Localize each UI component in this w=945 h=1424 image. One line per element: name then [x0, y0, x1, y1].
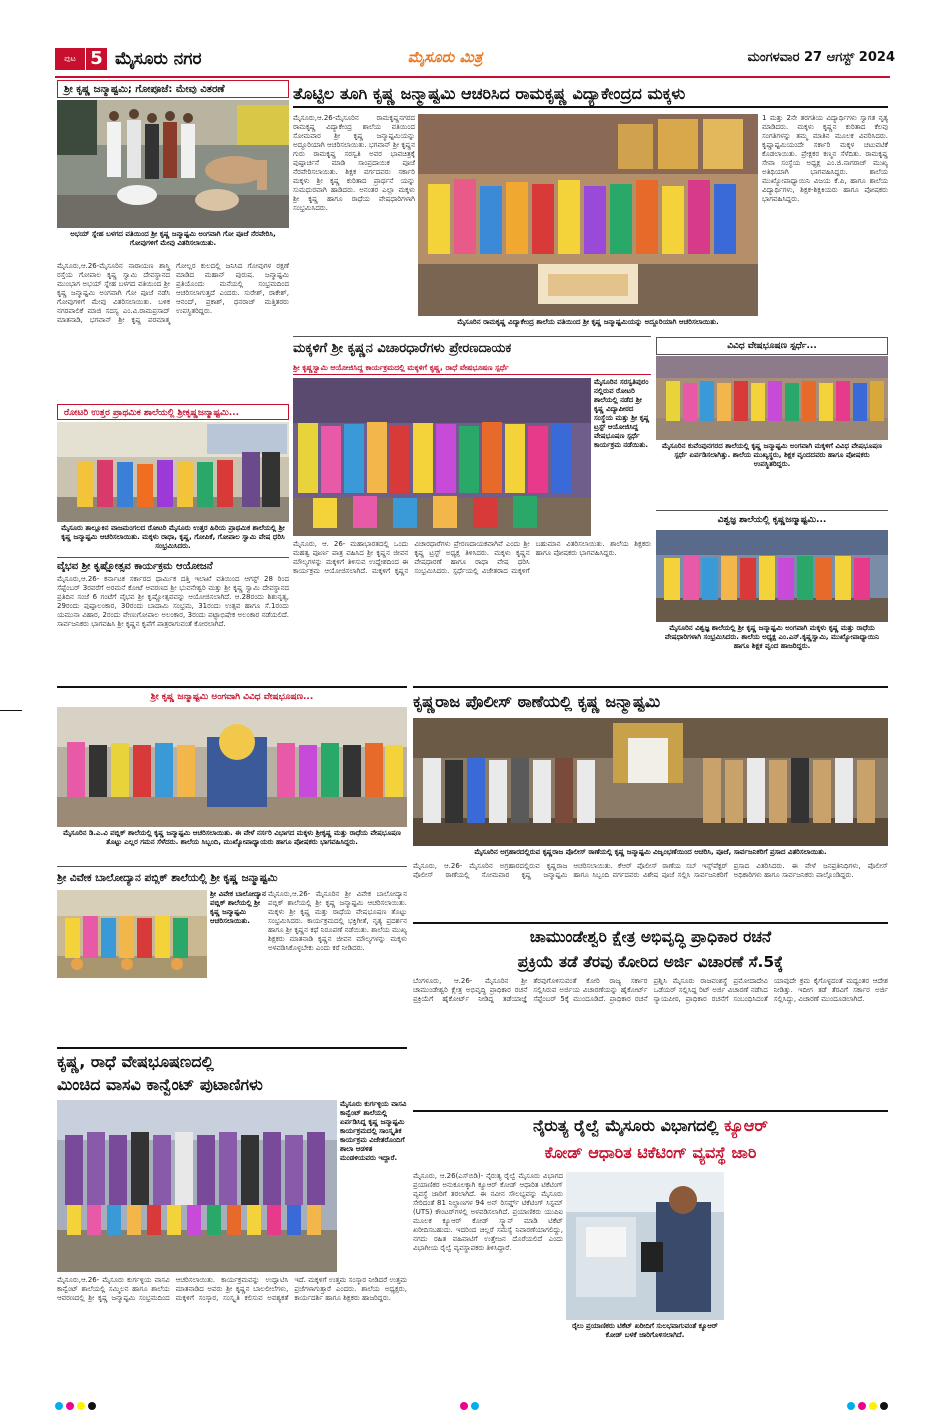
page-label: ಪುಟ: [64, 54, 76, 63]
vishwa-heading: ವಿಶ್ವಜ್ಞ ಶಾಲೆಯಲ್ಲಿ ಕೃಷ್ಣಜನ್ಮಾಷ್ಟಮಿ...: [717, 515, 827, 525]
vivekananda-side-caption: ಶ್ರೀ ವಿವೇಕ ಬಾಲೋದ್ಯಾನ ಪಬ್ಲಿಕ್ ಶಾಲೆಯಲ್ಲಿ ಶ್ರೀ ಕೃಷ್ಣ ಜನ್ಮಾಷ್ಟಮಿ ಆಚರಿಸಲಾಯಿತು.: [210, 890, 266, 925]
vividha-caption: ಮೈಸೂರಿನ ಕುವೆಂಪುನಗರದ ಶಾಲೆಯಲ್ಲಿ ಕೃಷ್ಣ ಜನ್ಮಾಷ್ಟಮಿ ಅಂಗವಾಗಿ ಮಕ್ಕಳಿಗೆ ವಿವಿಧ ವೇಷಭೂಷಣ ಸ್ಪರ್ಧೆ ಏರ್ಪಡಿಸಲಾಗಿತ್ತು. ಶಾಲೆಯ ಮುಖ್ಯಸ್ಥರು, ಶಿಕ್ಷಕ ವೃಂದದವರು ಹಾಗೂ ಪೋಷಕರು ಉಪಸ್ಥಿತರಿದ್ದರು.: [662, 442, 882, 468]
vaibhava-heading: ವೈಭವ ಶ್ರೀ ಕೃಷ್ಣೋತ್ಸವ ಕಾರ್ಯಕ್ರಮ ಆಯೋಜನೆ: [57, 561, 213, 572]
page-number-box: [85, 48, 107, 70]
vishesha-rule: [293, 336, 651, 337]
chamundi-heading-1: ಚಾಮುಂಡೇಶ್ವರಿ ಕ್ಷೇತ್ರ ಅಭಿವೃದ್ಧಿ ಪ್ರಾಧಿಕಾರ ರಚನೆ: [529, 928, 772, 946]
reg-dot-magenta: [66, 1402, 74, 1410]
vaibhava-rule: [57, 557, 289, 558]
anganwadi-photo: [57, 707, 407, 827]
gopuje-photo: [57, 100, 289, 228]
vividha-photo: [656, 356, 888, 440]
vivekananda-body: ಮೈಸೂರು,ಆ.26- ಮೈಸೂರಿನ ಶ್ರೀ ವಿವೇಕ ಬಾಲೋದ್ಯಾನ ಪಬ್ಲಿಕ್ ಶಾಲೆಯಲ್ಲಿ ಶ್ರೀ ಕೃಷ್ಣ ಜನ್ಮಾಷ್ಟಮಿ ಆಚರಿಸಲಾಯಿತು. ಮಕ್ಕಳು ಶ್ರೀ ಕೃಷ್ಣ ಮತ್ತು ರಾಧೆಯ ವೇಷಭೂಷಣ ತೊಟ್ಟು ಸಂಭ್ರಮಿಸಿದರು. ಕಾರ್ಯಕ್ರಮದಲ್ಲಿ ಭಕ್ತಿಗೀತೆ, ನೃತ್ಯ ಪ್ರದರ್ಶನ ಹಾಗೂ ಶ್ರೀ ಕೃಷ್ಣನ ಕಥೆ ನಿರೂಪಣೆ ನಡೆಯಿತು. ಶಾಲೆಯ ಮುಖ್ಯ ಶಿಕ್ಷಕರು ಮಾತನಾಡಿ ಕೃಷ್ಣನ ಜೀವನ ಮೌಲ್ಯಗಳನ್ನು ಮಕ್ಕಳು ಅಳವಡಿಸಿಕೊಳ್ಳಬೇಕು ಎಂದು ಕರೆ ನೀಡಿದರು.: [268, 890, 407, 952]
railway-heading-1: ನೈರುತ್ಯ ರೈಲ್ವೆ ಮೈಸೂರು ವಿಭಾಗದಲ್ಲಿ: [533, 1116, 719, 1135]
railway-photo: [566, 1172, 724, 1320]
police-photo: [413, 718, 888, 846]
reg-dot-cyan: [55, 1402, 63, 1410]
date-line: ಮಂಗಳವಾರ 27 ಆಗಸ್ಟ್ 2024: [747, 50, 895, 65]
vishesha-subheading: ಶ್ರೀ ಕೃಷ್ಣಸ್ವಾಮಿ ಆಯೋಜಿಸಿದ್ದ ಕಾರ್ಯಕ್ರಮದಲ್ಲಿ ಮಕ್ಕಳಿಗೆ ಕೃಷ್ಣ, ರಾಧೆ ವೇಷಭೂಷಣ ಸ್ಪರ್ಧೆ: [293, 361, 651, 375]
page-label-box: [55, 48, 85, 70]
police-caption: ಮೈಸೂರಿನ ಅಗ್ರಹಾರದಲ್ಲಿರುವ ಕೃಷ್ಣರಾಜ ಪೊಲೀಸ್ ಠಾಣೆಯಲ್ಲಿ ಕೃಷ್ಣ ಜನ್ಮಾಷ್ಟಮಿ ವಿಜೃಂಭಣೆಯಿಂದ ಆಚರಿಸಿ, ಪೂಜೆ, ಸಾರ್ವಜನಿಕರಿಗೆ ಪ್ರಸಾದ ವಿತರಿಸಲಾಯಿತು.: [474, 848, 827, 856]
gopuje-heading: ಶ್ರೀ ಕೃಷ್ಣ ಜನ್ಮಾಷ್ಟಮಿ; ಗೋಪೂಜೆ: ಮೇವು ವಿತರಣೆ: [57, 80, 289, 98]
vishesha-heading: ಮಕ್ಕಳಿಗೆ ಶ್ರೀ ಕೃಷ್ಣನ ವಿಚಾರಧಾರೆಗಳು ಪ್ರೇರಣದಾಯಕ: [293, 341, 512, 356]
reg-dot-magenta-r: [858, 1402, 866, 1410]
vasavi-side-caption: ಮೈಸೂರು ಕುರ್ಗಳ್ಳಿಯ ವಾಸವಿ ಕಾನ್ವೆಂಟ್ ಶಾಲೆಯಲ್ಲಿ ಏರ್ಪಡಿಸಿದ್ದ ಕೃಷ್ಣ ಜನ್ಮಾಷ್ಟಮಿ ಕಾರ್ಯಕ್ರಮದಲ್ಲಿ ಸಾಂಸ್ಕೃತಿಕ ಕಾರ್ಯಕ್ರಮ ವಿಜೇತರೊಂದಿಗೆ ಶಾಲಾ ಆಡಳಿತ ಮಂಡಳಿಯವರು ಇದ್ದಾರೆ.: [340, 1100, 407, 1162]
railway-heading-1-red: ಕ್ಯೂಆರ್: [724, 1116, 768, 1135]
rotary-caption: ಮೈಸೂರು ತಾಲ್ಲೂಕಿನ ವಾಜಮಂಗಲದ ರೋಟರಿ ಮೈಸೂರು ಉತ್ತರ ಹಿರಿಯ ಪ್ರಾಥಮಿಕ ಶಾಲೆಯಲ್ಲಿ ಶ್ರೀ ಕೃಷ್ಣ ಜನ್ಮಾಷ್ಟಮಿ ಆಚರಿಸಲಾಯಿತು. ಮಕ್ಕಳು ರಾಧಾ, ಕೃಷ್ಣ, ಗೋಪಿಕೆ, ಗೋಪಾಲ ಸ್ವಾಮಿ ವೇಷ ಧರಿಸಿ ಸಂಭ್ರಮಿಸಿದರು.: [61, 524, 285, 550]
paper-name: ಮೈಸೂರು ಮಿತ್ರ: [407, 48, 483, 66]
vaibhava-body: ಮೈಸೂರು,ಆ.26- ಕರ್ನಾಟಕ ಸರ್ಕಾರದ ಧಾರ್ಮಿಕ ದತ್ತಿ ಇಲಾಖೆ ವತಿಯಿಂದ ಆಗಸ್ಟ್ 28 ರಿಂದ ಸೆಪ್ಟೆಂಬರ್ 3ರವರೆಗೆ ಅರಮನೆ ಕೋಟೆ ಆವರಣದ ಶ್ರೀ ಭುವನೇಶ್ವರಿ ಮತ್ತು ಶ್ರೀ ಕೃಷ್ಣ ಸ್ವಾಮಿ ದೇವಸ್ಥಾನದ ಪ್ರತಿದಿನ ಸಂಜೆ 6 ಗಂಟೆಗೆ ವೈಭವ ಶ್ರೀ ಕೃಷ್ಣೋತ್ಸವವನ್ನು ಆಯೋಜಿಸಲಾಗಿದೆ. ಆ.28ರಂದು ಶಿಶುನೃತ್ಯ, 29ರಂದು ಪುಷ್ಪಾಲಂಕಾರ, 30ರಂದು ಬಾದಾಮಿ ಸಂಭ್ರಮ, 31ರಂದು ಉತ್ಸವ ಹಾಗೂ ಸೆ.1ರಂದು ಯಮುನಾ ವಿಹಾರ, 2ರಂದು ವೇಣುಗೋಪಾಲ ಅಲಂಕಾರ, 3ರಂದು ಪಟ್ಟಾಭಿಷೇಕ ಅಲಂಕಾರ ನಡೆಯಲಿದೆ. ಸಾರ್ವಜನಿಕರು ಭಾಗವಹಿಸಿ ಶ್ರೀ ಕೃಷ್ಣನ ಕೃಪೆಗೆ ಪಾತ್ರರಾಗುವಂತೆ ಕೋರಲಾಗಿದೆ.: [57, 575, 289, 628]
railway-heading-1-wrap: [413, 1113, 888, 1139]
police-heading: ಕೃಷ್ಣರಾಜ ಪೊಲೀಸ್ ಠಾಣೆಯಲ್ಲಿ ಕೃಷ್ಣ ಜನ್ಮಾಷ್ಟಮಿ: [413, 692, 661, 711]
vividha-heading: ವಿವಿಧ ವೇಷಭೂಷಣ ಸ್ಪರ್ಧೆ...: [656, 337, 888, 355]
vivekananda-heading: ಶ್ರೀ ವಿವೇಕ ಬಾಲೋದ್ಯಾನ ಪಬ್ಲಿಕ್ ಶಾಲೆಯಲ್ಲಿ ಶ್ರೀ ಕೃಷ್ಣ ಜನ್ಮಾಷ್ಟಮಿ: [57, 872, 278, 884]
anganwadi-caption: ಮೈಸೂರಿನ ಡಿ.ಎ.ವಿ ಪಬ್ಲಿಕ್ ಶಾಲೆಯಲ್ಲಿ ಕೃಷ್ಣ ಜನ್ಮಾಷ್ಟಮಿ ಆಚರಿಸಲಾಯಿತು. ಈ ವೇಳೆ ನರ್ಸರಿ ವಿಭಾಗದ ಮಕ್ಕಳು ಶ್ರೀಕೃಷ್ಣ ಮತ್ತು ರಾಧೆಯ ವೇಷಭೂಷಣ ತೊಟ್ಟು ಎಲ್ಲರ ಗಮನ ಸೆಳೆದರು. ಶಾಲೆಯ ಸಿಬ್ಬಂದಿ, ಮುಖ್ಯೋಪಾಧ್ಯಾಯರು ಹಾಗೂ ಪೋಷಕರು ಭಾಗವಹಿಸಿದ್ದರು.: [63, 829, 401, 846]
vasavi-heading-1: ಕೃಷ್ಣ, ರಾಧೆ ವೇಷಭೂಷಣದಲ್ಲಿ: [57, 1052, 214, 1071]
main-photo: [418, 114, 758, 316]
main-headline: ತೊಟ್ಟಿಲ ತೂಗಿ ಕೃಷ್ಣ ಜನ್ಮಾಷ್ಟಮಿ ಆಚರಿಸಿದ ರಾಮಕೃಷ್ಣ ವಿದ್ಯಾಕೇಂದ್ರದ ಮಕ್ಕಳು: [293, 80, 888, 108]
anganwadi-rule: [57, 686, 407, 688]
vasavi-heading-2: ಮಿಂಚಿದ ವಾಸವಿ ಕಾನ್ವೆಂಟ್ ಪುಟಾಣಿಗಳು: [57, 1075, 263, 1094]
police-rule: [413, 686, 888, 688]
reg-dot-cyan-r: [847, 1402, 855, 1410]
railway-rule: [413, 1110, 888, 1112]
reg-dot-yellow-r: [869, 1402, 877, 1410]
vishesha-body: ಮೈಸೂರು, ಆ. 26- ಮಹಾಭಾರತದಲ್ಲಿ ಒಂದು ಮಹತ್ವ ಪೂರ್ಣ ಪಾತ್ರ ವಹಿಸಿದ ಶ್ರೀ ಕೃಷ್ಣನ ಜೀವನ ಮೌಲ್ಯಗಳನ್ನು ಮಕ್ಕಳಿಗೆ ತಿಳಿಸುವ ಉದ್ದೇಶದಿಂದ ಈ ಕಾರ್ಯಕ್ರಮ ಆಯೋಜಿಸಲಾಗಿದೆ. ಮಕ್ಕಳಿಗೆ ಕೃಷ್ಣನ ವಿಚಾರಧಾರೆಗಳು ಪ್ರೇರಣದಾಯಕವಾಗಿವೆ ಎಂದು ಶ್ರೀ ಕೃಷ್ಣ ಟ್ರಸ್ಟ್ ಅಧ್ಯಕ್ಷ ತಿಳಿಸಿದರು. ಮಕ್ಕಳು ಕೃಷ್ಣನ ವೇಷಧಾರಣೆ ಹಾಗೂ ರಾಧಾ ವೇಷ ಧರಿಸಿ ಸಂಭ್ರಮಿಸಿದರು. ಸ್ಪರ್ಧೆಯಲ್ಲಿ ವಿಜೇತರಾದ ಮಕ್ಕಳಿಗೆ ಬಹುಮಾನ ವಿತರಿಸಲಾಯಿತು. ಶಾಲೆಯ ಶಿಕ್ಷಕರು ಹಾಗೂ ಪೋಷಕರು ಭಾಗವಹಿಸಿದ್ದರು.: [293, 540, 651, 575]
chamundi-rule: [413, 922, 888, 924]
page-number: 5: [90, 48, 103, 69]
police-body: ಮೈಸೂರು, ಆ.26- ಮೈಸೂರಿನ ಅಗ್ರಹಾರದಲ್ಲಿರುವ ಕೃಷ್ಣರಾಜ ಪೊಲೀಸ್ ಠಾಣೆಯಲ್ಲಿ ಸೋಮವಾರ ಕೃಷ್ಣ ಜನ್ಮಾಷ್ಟಮಿ ಆಚರಿಸಲಾಯಿತು. ಕೆಆರ್ ಪೊಲೀಸ್ ಠಾಣೆಯ ಸಬ್ ಇನ್ಸ್‌ಪೆಕ್ಟರ್ ಹಾಗೂ ಸಿಬ್ಬಂದಿ ವರ್ಗದವರು ವಿಶೇಷ ಪೂಜೆ ಸಲ್ಲಿಸಿ ಸಾರ್ವಜನಿಕರಿಗೆ ಪ್ರಸಾದ ವಿತರಿಸಿದರು. ಈ ವೇಳೆ ಜನಪ್ರತಿನಿಧಿಗಳು, ಪೊಲೀಸ್ ಅಧಿಕಾರಿಗಳು ಹಾಗೂ ಸಾರ್ವಜನಿಕರು ಪಾಲ್ಗೊಂಡಿದ್ದರು.: [413, 862, 888, 879]
reg-dot-center-cyan: [471, 1402, 479, 1410]
vasavi-rule: [57, 1047, 407, 1049]
vasavi-photo: [57, 1100, 337, 1272]
vishwa-rule: [656, 510, 888, 511]
gopuje-caption: ಅಭಯ್ ಸ್ನೇಹ ಬಳಗದ ವತಿಯಿಂದ ಶ್ರೀ ಕೃಷ್ಣ ಜನ್ಮಾಷ್ಟಮಿ ಅಂಗವಾಗಿ ಗೋ ಪೂಜೆ ನೆರವೇರಿಸಿ, ಗೋವುಗಳಿಗೆ ಮೇವು ವಿತರಿಸಲಾಯಿತು.: [70, 230, 276, 247]
reg-dot-black: [88, 1402, 96, 1410]
main-caption: ಮೈಸೂರಿನ ರಾಮಕೃಷ್ಣ ವಿದ್ಯಾಕೇಂದ್ರ ಶಾಲೆಯ ವತಿಯಿಂದ ಶ್ರೀ ಕೃಷ್ಣ ಜನ್ಮಾಷ್ಟಮಿಯನ್ನು ಅದ್ದೂರಿಯಾಗಿ ಆಚರಿಸಲಾಯಿತು.: [457, 318, 719, 326]
railway-body-2: [728, 1172, 888, 1377]
railway-caption: ರೈಲು ಪ್ರಯಾಣಿಕರು ಟಿಕೆಟ್ ಖರೀದಿಗೆ ಸುಲಭವಾಗುವಂತೆ ಕ್ಯೂಆರ್ ಕೋಡ್ ಬಳಕೆ ಜಾರಿಗೊಳಿಸಲಾಗಿದೆ.: [572, 1322, 718, 1339]
vivekananda-photo: [57, 890, 207, 978]
rotary-heading: ರೋಟರಿ ಉತ್ತರ ಪ್ರಾಥಮಿಕ ಶಾಲೆಯಲ್ಲಿ ಶ್ರೀಕೃಷ್ಣಜನ್ಮಾಷ್ಟಮಿ...: [57, 404, 289, 420]
railway-body-1: [413, 1172, 563, 1377]
main-col2: 1 ಮತ್ತು 2ನೇ ತರಗತಿಯ ವಿದ್ಯಾರ್ಥಿಗಳು ಸ್ವಾಗತ ನೃತ್ಯ ಮಾಡಿದರು. ಮಕ್ಕಳು ಕೃಷ್ಣನ ಕುರಿತಾದ ಕೆಲವು ಸಂಗತಿಗಳನ್ನು ತಮ್ಮ ಮಾತಿನ ಮೂಲಕ ವಿವರಿಸಿದರು. ಕೃಷ್ಣಾಷ್ಟಮಿಯಂದೇ ಸರ್ಕಾರಿ ಮಕ್ಕಳ ಚಟುವಟಿಕೆ ಕೊಡಲಾಯಿತು. ಪ್ರೇಕ್ಷಕರ ಕಣ್ಮನ ಸೆಳೆದಿತು. ರಾಮಕೃಷ್ಣ ಸೇವಾ ಸಂಸ್ಥೆಯ ಅಧ್ಯಕ್ಷ ಎಂ.ಜಿ.ನಾಗರಾಜ್ ಮುಖ್ಯ ಅತಿಥಿಯಾಗಿ ಭಾಗವಹಿಸಿದ್ದರು. ಶಾಲೆಯ ಮುಖ್ಯೋಪಾಧ್ಯಾಯಿನಿ ವಿಜಯ ಕೆ.ಪಿ, ಹಾಗೂ ಶಾಲೆಯ ವಿದ್ಯಾರ್ಥಿಗಳು, ಶಿಕ್ಷಕ-ಶಿಕ್ಷಕಿಯರು ಹಾಗೂ ಪೋಷಕರು ಭಾಗವಹಿಸಿದ್ದರು.: [762, 114, 888, 203]
masthead: [55, 44, 895, 74]
vasavi-body: ಮೈಸೂರು,ಆ.26- ಮೈಸೂರು ಕುರ್ಗಳ್ಳಿಯ ವಾಸವಿ ಕಾನ್ವೆಂಟ್ ಶಾಲೆಯಲ್ಲಿ ಸಮ್ಮಿಲನ ಹಾಗೂ ಶಾಲೆಯ ಆವರಣದಲ್ಲಿ ಶ್ರೀ ಕೃಷ್ಣ ಜನ್ಮಾಷ್ಟಮಿ ಸಂಭ್ರಮದಿಂದ ಆಚರಿಸಲಾಯಿತು. ಕಾರ್ಯಕ್ರಮವನ್ನು ಉದ್ಘಾಟಿಸಿ ಮಾತನಾಡಿದ ಅವರು ಶ್ರೀ ಕೃಷ್ಣನ ಬಾಲಲೀಲೆಗಳು, ಮಕ್ಕಳಿಗೆ ಸಂಸ್ಕಾರ, ಸಂಸ್ಕೃತಿ ಕಲಿಸುವ ಅವಶ್ಯಕತೆ ಇದೆ. ಮಕ್ಕಳಿಗೆ ಉತ್ತಮ ಸಂಸ್ಕಾರ ನೀಡಿದರೆ ಉತ್ತಮ ಪ್ರಜೆಗಳಾಗುತ್ತಾರೆ ಎಂದರು. ಶಾಲೆಯ ಅಧ್ಯಕ್ಷರು, ಕಾರ್ಯದರ್ಶಿ ಹಾಗೂ ಶಿಕ್ಷಕರು ಹಾಜರಿದ್ದರು.: [57, 1276, 407, 1302]
reg-dot-center-magenta: [460, 1402, 468, 1410]
railway-heading-2: ಕೋಡ್ ಆಧಾರಿತ ಟಿಕೆಟಿಂಗ್ ವ್ಯವಸ್ಥೆ ಜಾರಿ: [544, 1143, 757, 1162]
reg-dot-yellow: [77, 1402, 85, 1410]
section-title: ಮೈಸೂರು ನಗರ: [115, 49, 202, 69]
anganwadi-heading: ಶ್ರೀ ಕೃಷ್ಣ ಜನ್ಮಾಷ್ಟಮಿ ಅಂಗವಾಗಿ ವಿವಿಧ ವೇಷಭೂಷಣ...: [150, 692, 314, 702]
rotary-photo: [57, 422, 289, 522]
vishesha-side-caption: ಮೈಸೂರಿನ ಸರಸ್ವತಿಪುರಂ ನಲ್ಲಿರುವ ರೋಟರಿ ಶಾಲೆಯಲ್ಲಿ ನಡೆದ ಶ್ರೀ ಕೃಷ್ಣ ವಿದ್ಯಾಪೀಠದ ಸಂಸ್ಥೆಯ ಮತ್ತು ಶ್ರೀ ಕೃಷ್ಣ ಟ್ರಸ್ಟ್ ಆಯೋಜಿಸಿದ್ದ ವೇಷಭೂಷಣ ಸ್ಪರ್ಧೆ ಕಾರ್ಯಕ್ರಮ ನಡೆಯಿತು.: [594, 378, 650, 449]
masthead-rule: [55, 76, 890, 78]
vishesha-photo: [293, 378, 591, 536]
vishwa-caption: ಮೈಸೂರಿನ ವಿಶ್ವಜ್ಞ ಶಾಲೆಯಲ್ಲಿ ಶ್ರೀ ಕೃಷ್ಣ ಜನ್ಮಾಷ್ಟಮಿ ಅಂಗವಾಗಿ ಮಕ್ಕಳು ಕೃಷ್ಣ ಮತ್ತು ರಾಧೆಯ ವೇಷಧಾರಿಗಳಾಗಿ ಸಂಭ್ರಮಿಸಿದರು. ಶಾಲೆಯ ಅಧ್ಯಕ್ಷ ಎಂ.ಎನ್.ಕೃಷ್ಣಸ್ವಾಮಿ, ಮುಖ್ಯೋಪಾಧ್ಯಾಯಿನಿ ಹಾಗೂ ಶಿಕ್ಷಕ ವೃಂದ ಹಾಜರಿದ್ದರು.: [664, 624, 880, 650]
reg-dot-black-r: [880, 1402, 888, 1410]
crop-mark-left: [0, 710, 22, 711]
vishwa-photo: [656, 530, 888, 622]
gopuje-body: ಮೈಸೂರು,ಆ.26-ಮೈಸೂರಿನ ನಾರಾಯಣ ಶಾಸ್ತ್ರಿ ರಸ್ತೆಯ ಗೋಪಾಲ ಕೃಷ್ಣ ಸ್ವಾಮಿ ದೇವಸ್ಥಾನದ ಮುಂಭಾಗ ಅಭಯ್ ಸ್ನೇಹ ಬಳಗದ ವತಿಯಿಂದ ಶ್ರೀ ಕೃಷ್ಣ ಜನ್ಮಾಷ್ಟಮಿ ಅಂಗವಾಗಿ ಗೋ ಪೂಜೆ ನಡೆಸಿ ಗೋವುಗಳಿಗೆ ಮೇವು ವಿತರಿಸಲಾಯಿತು. ಬಳಿಕ ನಗರಪಾಲಿಕೆ ಮಾಜಿ ಸದಸ್ಯ ಎಂ.ವಿ.ರಾಮಪ್ರಸಾದ್ ಮಾತನಾಡಿ, ಭಗವಾನ್ ಶ್ರೀ ಕೃಷ್ಣ ಪರಮಾತ್ಮ ಗೋಲ್ಲರ ಕುಲದಲ್ಲಿ ಜನಿಸಿದ ಗೋವುಗಳ ರಕ್ಷಣೆ ಮಾಡಿದ ಮಹಾನ್ ಪುರುಷ. ಜನ್ಮಾಷ್ಟಮಿ ಪ್ರತಿಯೊಂದು ಮನೆಯಲ್ಲಿ ಸಂಭ್ರಮದಿಂದ ಆಚರಿಸಲಾಗುತ್ತದೆ ಎಂದರು. ಸುರೇಶ್, ರಾಕೇಶ್, ಆನಂದ್, ಪ್ರಕಾಶ್, ಧನರಾಜ್ ಮತ್ತಿತರರು ಉಪಸ್ಥಿತರಿದ್ದರು.: [57, 262, 289, 324]
railway-body-text: ಮೈಸೂರು, ಆ.26(ಎಸ್‌ಬಿಡಿ)- ನೈರುತ್ಯ ರೈಲ್ವೆ ಮೈಸೂರು ವಿಭಾಗದ ಪ್ರಯಾಣಿಕರ ಅನುಕೂಲಕ್ಕಾಗಿ ಕ್ಯೂಆರ್ ಕೋಡ್ ಆಧಾರಿತ ಟಿಕೆಟಿಂಗ್ ವ್ಯವಸ್ಥೆ ಜಾರಿಗೆ ತರಲಾಗಿದೆ. ಈ ನವೀನ ಸೌಲಭ್ಯವನ್ನು ಮೈಸೂರು ಸೇರಿದಂತೆ 81 ನಿಲ್ದಾಣಗಳ 94 ಅನ್ ರಿಸರ್ವ್ಡ್ ಟಿಕೆಟಿಂಗ್ ಸಿಸ್ಟಮ್ (UTS) ಕೌಂಟರ್‌ಗಳಲ್ಲಿ ಅಳವಡಿಸಲಾಗಿದೆ. ಪ್ರಯಾಣಿಕರು ಯುಪಿಐ ಮೂಲಕ ಕ್ಯೂಆರ್ ಕೋಡ್ ಸ್ಕ್ಯಾನ್ ಮಾಡಿ ಟಿಕೆಟ್ ಖರೀದಿಸಬಹುದು. ಇದರಿಂದ ಚಿಲ್ಲರೆ ಸಮಸ್ಯೆ ನಿವಾರಣೆಯಾಗಲಿದ್ದು, ನಗದು ರಹಿತ ವಹಿವಾಟಿಗೆ ಉತ್ತೇಜನ ದೊರೆಯಲಿದೆ ಎಂದು ವಿಭಾಗೀಯ ರೈಲ್ವೆ ವ್ಯವಸ್ಥಾಪಕರು ತಿಳಿಸಿದ್ದಾರೆ.: [413, 1172, 563, 1252]
vivekananda-rule: [57, 866, 407, 867]
chamundi-heading-2: ಪ್ರಕ್ರಿಯೆ ತಡೆ ತೆರವು ಕೋರಿದ ಅರ್ಜಿ ವಿಚಾರಣೆ ಸೆ.5ಕ್ಕೆ: [517, 953, 784, 971]
chamundi-body: ಬೆಂಗಳೂರು, ಆ.26- ಮೈಸೂರಿನ ಶ್ರೀ ಚಾಮುಂಡೇಶ್ವರಿ ಕ್ಷೇತ್ರ ಅಭಿವೃದ್ಧಿ ಪ್ರಾಧಿಕಾರ ರಚನೆ ಪ್ರಕ್ರಿಯೆಗೆ ಹೈಕೋರ್ಟ್ ನೀಡಿದ್ದ ತಡೆಯಾಜ್ಞೆ ತೆರವುಗೊಳಿಸುವಂತೆ ಕೋರಿ ರಾಜ್ಯ ಸರ್ಕಾರ ಸಲ್ಲಿಸಿರುವ ಅರ್ಜಿಯ ವಿಚಾರಣೆಯನ್ನು ಹೈಕೋರ್ಟ್ ಸೆಪ್ಟೆಂಬರ್ 5ಕ್ಕೆ ಮುಂದೂಡಿದೆ. ಪ್ರಾಧಿಕಾರ ರಚನೆ ಪ್ರಶ್ನಿಸಿ ಮೈಸೂರು ರಾಜವಂಶಸ್ಥೆ ಪ್ರಮೋದಾದೇವಿ ಒಡೆಯರ್ ಸಲ್ಲಿಸಿದ್ದ ರಿಟ್ ಅರ್ಜಿ ವಿಚಾರಣೆ ನಡೆಸಿದ ನ್ಯಾಯಪೀಠ, ಪ್ರಾಧಿಕಾರ ರಚನೆಗೆ ಸಂಬಂಧಿಸಿದಂತೆ ಯಾವುದೇ ಕ್ರಮ ಕೈಗೊಳ್ಳದಂತೆ ಮಧ್ಯಂತರ ಆದೇಶ ನೀಡಿತ್ತು. ಇದೀಗ ತಡೆ ತೆರವಿಗೆ ಸರ್ಕಾರ ಅರ್ಜಿ ಸಲ್ಲಿಸಿದ್ದು, ವಿಚಾರಣೆ ಮುಂದೂಡಲಾಗಿದೆ.: [413, 977, 888, 1003]
main-col1: ಮೈಸೂರು,ಆ.26-ಮೈಸೂರಿನ ರಾಮಕೃಷ್ಣನಗರದ ರಾಮಕೃಷ್ಣ ವಿದ್ಯಾಕೇಂದ್ರ ಶಾಲೆಯ ವತಿಯಿಂದ ಸೋಮವಾರ ಶ್ರೀ ಕೃಷ್ಣ ಜನ್ಮಾಷ್ಟಮಿಯನ್ನು ಅದ್ದೂರಿಯಾಗಿ ಆಚರಿಸಲಾಯಿತು. ಭಗವಾನ್ ಶ್ರೀ ಕೃಷ್ಣನ ಗುರು ರಾಮಕೃಷ್ಣ ಸರಸ್ವತಿ ಅವರ ಭಾವಚಿತ್ರಕ್ಕೆ ಪುಷ್ಪಾರ್ಚನೆ ಮಾಡಿ ಸಾಂಪ್ರದಾಯಿಕ ಪೂಜೆ ನೆರವೇರಿಸಲಾಯಿತು. ಶಿಕ್ಷಕ ವರ್ಗದವರು ಸರ್ಕಾರಿ ಮಕ್ಕಳು ಶ್ರೀ ಕೃಷ್ಣ ಕುರಿತಾದ ಪ್ರಾರ್ಥನೆ ಯನ್ನು ಸುಮಧುರವಾಗಿ ಹಾಡಿದರು. ಅನಂತರ ಎಲ್ಲಾ ಮಕ್ಕಳು ಶ್ರೀ ಕೃಷ್ಣ ಹಾಗೂ ರಾಧೆಯ ವೇಷಧಾರಿಗಳಾಗಿ ಸಂಭ್ರಮಿಸಿದರು.: [293, 114, 415, 212]
